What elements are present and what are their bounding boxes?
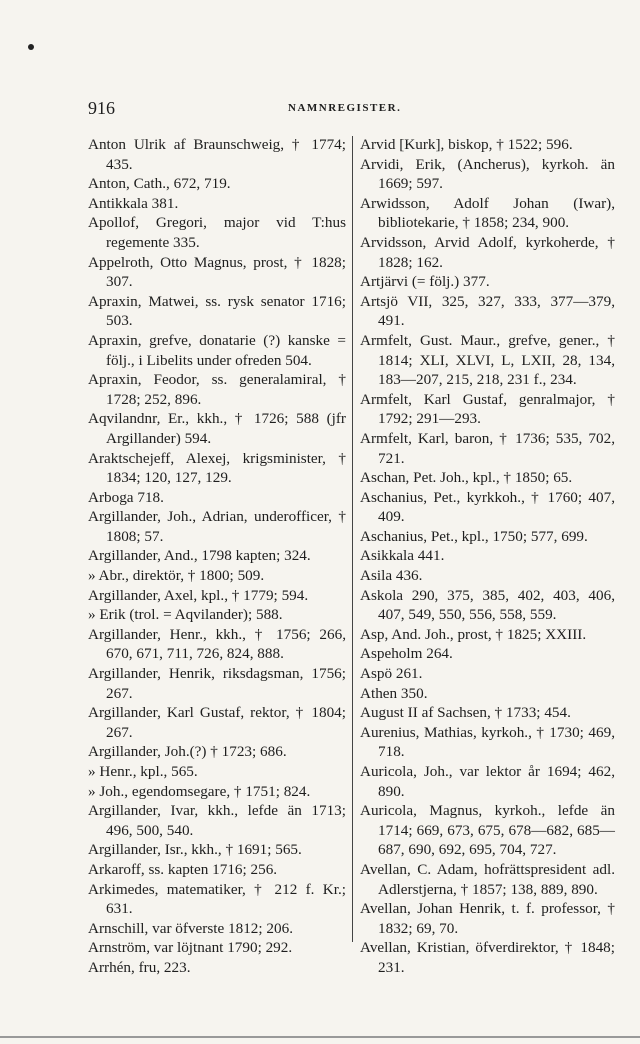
index-entry: » Henr., kpl., 565.	[88, 763, 198, 780]
index-entry: Arvidi, Erik, (Ancherus), kyrkoh. än 1669; 597.	[360, 155, 619, 193]
index-entry: Anton Ulrik af Braunschweig, † 1774; 435.	[88, 136, 350, 173]
index-entry: Avellan, C. Adam, hofrättspresident adl. Adlerstjerna, † 1857; 138, 889, 890.	[360, 860, 618, 898]
index-entry: Artsjö VII, 325, 327, 333, 377—379, 491.	[360, 292, 619, 330]
index-entry: Appelroth, Otto Magnus, prost, † 1828; 307.	[88, 253, 350, 291]
index-entry: August II af Sachsen, † 1733; 454.	[360, 704, 571, 722]
index-entry: Aspeholm 264.	[360, 645, 453, 663]
index-entry: Apraxin, Matwei, ss. rysk senator 1716; 503.	[88, 292, 350, 330]
index-entry: Askola 290, 375, 385, 402, 403, 406, 407, 549, 550, 556, 558, 559.	[360, 586, 619, 624]
index-entry: Argillander, Karl Gustaf, rektor, † 1804; 267.	[88, 704, 350, 741]
index-entry: Apollof, Gregori, major vid T:hus regemente 335.	[88, 214, 350, 251]
index-entry: Armfelt, Gust. Maur., grefve, gener., † 1814; XLI, XLVI, L, LXII, 28, 134, 183—207, 215, 218, 231 f., 234.	[360, 331, 619, 389]
index-entry: » Erik (trol. = Aqvilander); 588.	[88, 606, 283, 624]
index-entry: Armfelt, Karl Gustaf, genralmajor, † 1792; 291—293.	[360, 390, 619, 428]
page-header	[88, 98, 548, 120]
index-entry: Asp, And. Joh., prost, † 1825; XXIII.	[360, 625, 587, 643]
index-entry: Arboga 718.	[88, 488, 164, 506]
index-entry: Arvid [Kurk], biskop, † 1522; 596.	[360, 136, 573, 153]
scan-bottom-edge	[0, 1036, 640, 1038]
index-entry: Argillander, Isr., kkh., † 1691; 565.	[88, 841, 302, 859]
index-entry: Artjärvi (= följ.) 377.	[360, 273, 490, 291]
index-entry: Athen 350.	[360, 684, 428, 702]
index-entry: Antikkala 381.	[88, 194, 179, 212]
index-entry: Arvidsson, Arvid Adolf, kyrkoherde, † 1828; 162.	[360, 233, 619, 271]
index-entry: » Abr., direktör, † 1800; 509.	[88, 567, 265, 585]
index-entry: Aschanius, Pet., kpl., 1750; 577, 699.	[360, 527, 588, 545]
index-entry: Arkimedes, matematiker, † 212 f. Kr.; 631.	[88, 880, 350, 918]
index-entry: Armfelt, Karl, baron, † 1736; 535, 702, 721.	[360, 429, 619, 467]
index-entry: Auricola, Joh., var lektor år 1694; 462, 890.	[360, 763, 619, 800]
left-index-column	[88, 135, 350, 978]
index-entry: Apraxin, Feodor, ss. generalamiral, † 1728; 252, 896.	[88, 371, 350, 408]
index-entry: Aqvilandnr, Er., kkh., † 1726; 588 (jfr Argillander) 594.	[88, 410, 349, 447]
index-entry: Arkaroff, ss. kapten 1716; 256.	[88, 860, 278, 878]
right-index-column	[360, 135, 619, 978]
index-entry: Arrhén, fru, 223.	[88, 958, 191, 976]
index-entry: Argillander, Henr., kkh., † 1756; 266, 670, 671, 711, 726, 824, 888.	[88, 625, 350, 663]
index-entry: Argillander, Henrik, riksdagsman, 1756; 267.	[88, 665, 350, 702]
index-entry: Asila 436.	[360, 567, 423, 585]
index-entry: Argillander, And., 1798 kapten; 324.	[88, 547, 311, 565]
index-entry: Argillander, Joh., Adrian, underofficer, † 1808; 57.	[88, 508, 350, 545]
index-entry: Anton, Cath., 672, 719.	[88, 175, 231, 193]
running-head: NAMNREGISTER.	[288, 102, 402, 114]
column-divider	[352, 136, 353, 942]
index-entry: Araktschejeff, Alexej, krigsminister, † 1834; 120, 127, 129.	[88, 449, 350, 487]
index-entry: Aschan, Pet. Joh., kpl., † 1850; 65.	[360, 469, 573, 487]
index-entry: Arnschill, var öfverste 1812; 206.	[88, 919, 293, 937]
index-entry: Argillander, Ivar, kkh., lefde än 1713; 496, 500, 540.	[88, 802, 350, 839]
index-entry: » Joh., egendomsegare, † 1751; 824.	[88, 782, 311, 800]
index-entry: Apraxin, grefve, donatarie (?) kanske = följ., i Libelits under ofreden 504.	[88, 331, 350, 369]
index-entry: Auricola, Magnus, kyrkoh., lefde än 1714; 669, 673, 675, 678—682, 685—687, 690, 692, 695, 704, 727.	[360, 802, 619, 859]
index-entry: Asikkala 441.	[360, 547, 445, 565]
index-entry: Avellan, Kristian, öfverdirektor, † 1848; 231.	[360, 939, 619, 976]
index-entry: Argillander, Axel, kpl., † 1779; 594.	[88, 586, 309, 604]
index-entry: Arwidsson, Adolf Johan (Iwar), bibliotekarie, † 1858; 234, 900.	[360, 194, 619, 232]
index-entry: Aschanius, Pet., kyrkkoh., † 1760; 407, 409.	[360, 488, 619, 526]
margin-dot	[28, 44, 34, 50]
index-entry: Aurenius, Mathias, kyrkoh., † 1730; 469, 718.	[360, 723, 619, 761]
index-entry: Argillander, Joh.(?) † 1723; 686.	[88, 743, 287, 761]
index-entry: Aspö 261.	[360, 665, 423, 683]
index-entry: Avellan, Johan Henrik, t. f. professor, † 1832; 69, 70.	[360, 900, 619, 937]
page-number: 916	[88, 98, 115, 118]
index-entry: Arnström, var löjtnant 1790; 292.	[88, 939, 293, 957]
